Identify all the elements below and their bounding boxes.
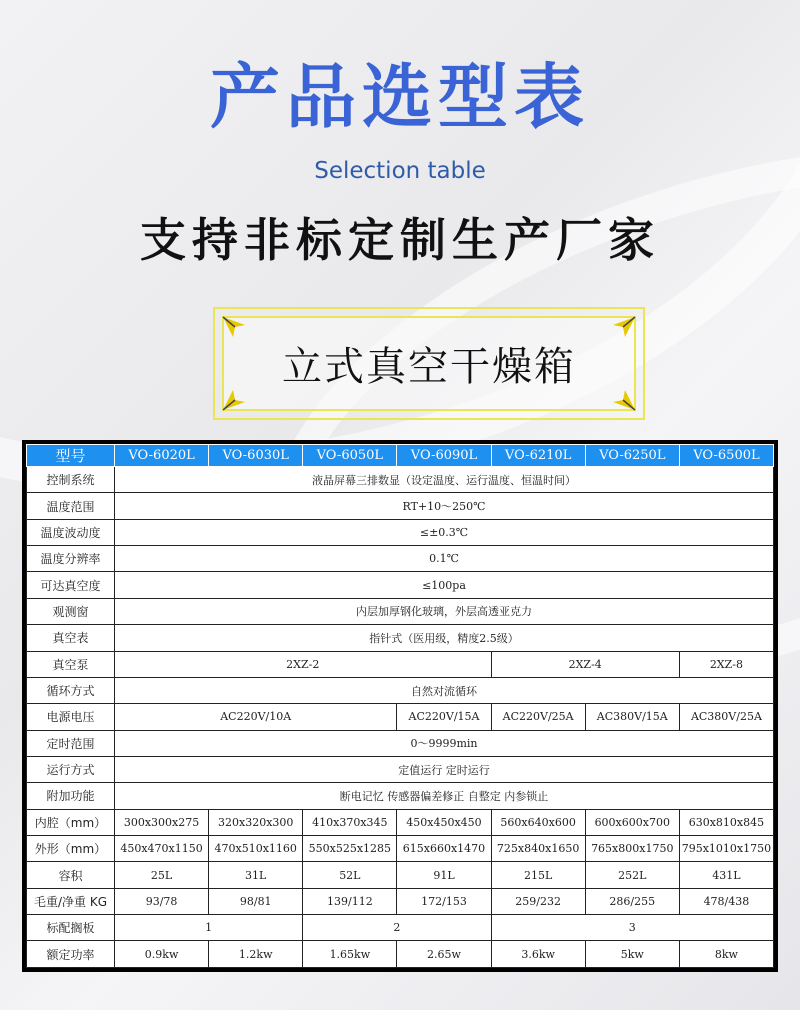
row-label: 循环方式	[27, 677, 115, 703]
table-row	[27, 836, 774, 862]
table-cell: 1	[115, 915, 303, 941]
table-cell: 630x810x845	[679, 809, 773, 835]
table-row	[27, 598, 774, 624]
table-cell: AC380V/25A	[679, 704, 773, 730]
table-row	[27, 756, 774, 782]
table-cell: AC220V/25A	[491, 704, 585, 730]
table-row	[27, 546, 774, 572]
table-cell: 3	[491, 915, 773, 941]
table-cell: AC220V/15A	[397, 704, 491, 730]
table-cell: 内层加厚钢化玻璃，外层高透亚克力	[115, 598, 774, 624]
table-cell: 93/78	[115, 888, 209, 914]
table-row	[27, 783, 774, 809]
table-cell: 795x1010x1750	[679, 836, 773, 862]
row-label: 运行方式	[27, 756, 115, 782]
table-row	[27, 651, 774, 677]
table-cell: 600x600x700	[585, 809, 679, 835]
table-body	[27, 467, 774, 968]
table-cell: 172/153	[397, 888, 491, 914]
table-cell: 定值运行 定时运行	[115, 756, 774, 782]
table-row	[27, 915, 774, 941]
table-cell: 0.1℃	[115, 546, 774, 572]
table-cell: 615x660x1470	[397, 836, 491, 862]
table-cell: 286/255	[585, 888, 679, 914]
table-cell: AC220V/10A	[115, 704, 397, 730]
table-row	[27, 888, 774, 914]
table-cell: 5kw	[585, 941, 679, 968]
row-label: 定时范围	[27, 730, 115, 756]
model-header-label: 型号	[27, 445, 115, 467]
table-cell: 3.6kw	[491, 941, 585, 968]
row-label: 控制系统	[27, 467, 115, 493]
table-cell: 2.65w	[397, 941, 491, 968]
table-cell: 指针式（医用级，精度2.5级）	[115, 625, 774, 651]
table-cell: 431L	[679, 862, 773, 888]
selection-table-container	[22, 440, 778, 972]
product-name-frame	[213, 307, 645, 420]
table-cell: 断电记忆 传感器偏差修正 自整定 内参锁止	[115, 783, 774, 809]
table-cell: 765x800x1750	[585, 836, 679, 862]
table-cell: 252L	[585, 862, 679, 888]
table-cell: 320x320x300	[209, 809, 303, 835]
table-cell: 1.65kw	[303, 941, 397, 968]
table-cell: 725x840x1650	[491, 836, 585, 862]
row-label: 标配搁板	[27, 915, 115, 941]
row-label: 额定功率	[27, 941, 115, 968]
model-header-cell: VO-6030L	[209, 445, 303, 467]
table-row	[27, 572, 774, 598]
table-cell: 2	[303, 915, 491, 941]
table-cell: 560x640x600	[491, 809, 585, 835]
table-row	[27, 677, 774, 703]
table-cell: ≤100pa	[115, 572, 774, 598]
selection-table	[26, 444, 774, 968]
table-cell: AC380V/15A	[585, 704, 679, 730]
product-name: 立式真空干燥箱	[282, 344, 576, 390]
table-cell: 31L	[209, 862, 303, 888]
table-cell: RT+10～250℃	[115, 493, 774, 519]
row-label: 毛重/净重 KG	[27, 888, 115, 914]
table-cell: 478/438	[679, 888, 773, 914]
table-cell: 1.2kw	[209, 941, 303, 968]
model-header-cell: VO-6210L	[491, 445, 585, 467]
table-cell: ≤±0.3℃	[115, 519, 774, 545]
slogan: 支持非标定制生产厂家	[140, 213, 660, 267]
table-cell: 139/112	[303, 888, 397, 914]
table-cell: 52L	[303, 862, 397, 888]
table-row	[27, 809, 774, 835]
table-cell: 98/81	[209, 888, 303, 914]
model-header-cell: VO-6020L	[115, 445, 209, 467]
table-row	[27, 862, 774, 888]
row-label: 附加功能	[27, 783, 115, 809]
table-cell: 2XZ-8	[679, 651, 773, 677]
table-row	[27, 704, 774, 730]
table-cell: 25L	[115, 862, 209, 888]
row-label: 可达真空度	[27, 572, 115, 598]
table-cell: 300x300x275	[115, 809, 209, 835]
model-header-cell: VO-6500L	[679, 445, 773, 467]
table-row	[27, 519, 774, 545]
table-cell: 0.9kw	[115, 941, 209, 968]
model-header-cell: VO-6050L	[303, 445, 397, 467]
table-row	[27, 625, 774, 651]
table-row	[27, 941, 774, 968]
table-cell: 0～9999min	[115, 730, 774, 756]
table-row	[27, 493, 774, 519]
table-cell: 91L	[397, 862, 491, 888]
table-header-row	[27, 445, 774, 467]
row-label: 温度分辨率	[27, 546, 115, 572]
table-cell: 8kw	[679, 941, 773, 968]
row-label: 真空表	[27, 625, 115, 651]
table-cell: 550x525x1285	[303, 836, 397, 862]
table-row	[27, 730, 774, 756]
row-label: 容积	[27, 862, 115, 888]
table-row	[27, 467, 774, 493]
model-header-cell: VO-6250L	[585, 445, 679, 467]
row-label: 真空泵	[27, 651, 115, 677]
table-cell: 215L	[491, 862, 585, 888]
table-cell: 470x510x1160	[209, 836, 303, 862]
table-cell: 液晶屏幕三排数显（设定温度、运行温度、恒温时间）	[115, 467, 774, 493]
row-label: 温度范围	[27, 493, 115, 519]
row-label: 温度波动度	[27, 519, 115, 545]
table-cell: 2XZ-2	[115, 651, 492, 677]
page-subtitle: Selection table	[314, 158, 486, 184]
table-cell: 259/232	[491, 888, 585, 914]
table-cell: 2XZ-4	[491, 651, 679, 677]
table-cell: 450x470x1150	[115, 836, 209, 862]
row-label: 电源电压	[27, 704, 115, 730]
model-header-cell: VO-6090L	[397, 445, 491, 467]
page-title: 产品选型表	[210, 55, 590, 138]
row-label: 外形（mm）	[27, 836, 115, 862]
row-label: 内腔（mm）	[27, 809, 115, 835]
table-cell: 410x370x345	[303, 809, 397, 835]
row-label: 观测窗	[27, 598, 115, 624]
table-cell: 自然对流循环	[115, 677, 774, 703]
table-cell: 450x450x450	[397, 809, 491, 835]
